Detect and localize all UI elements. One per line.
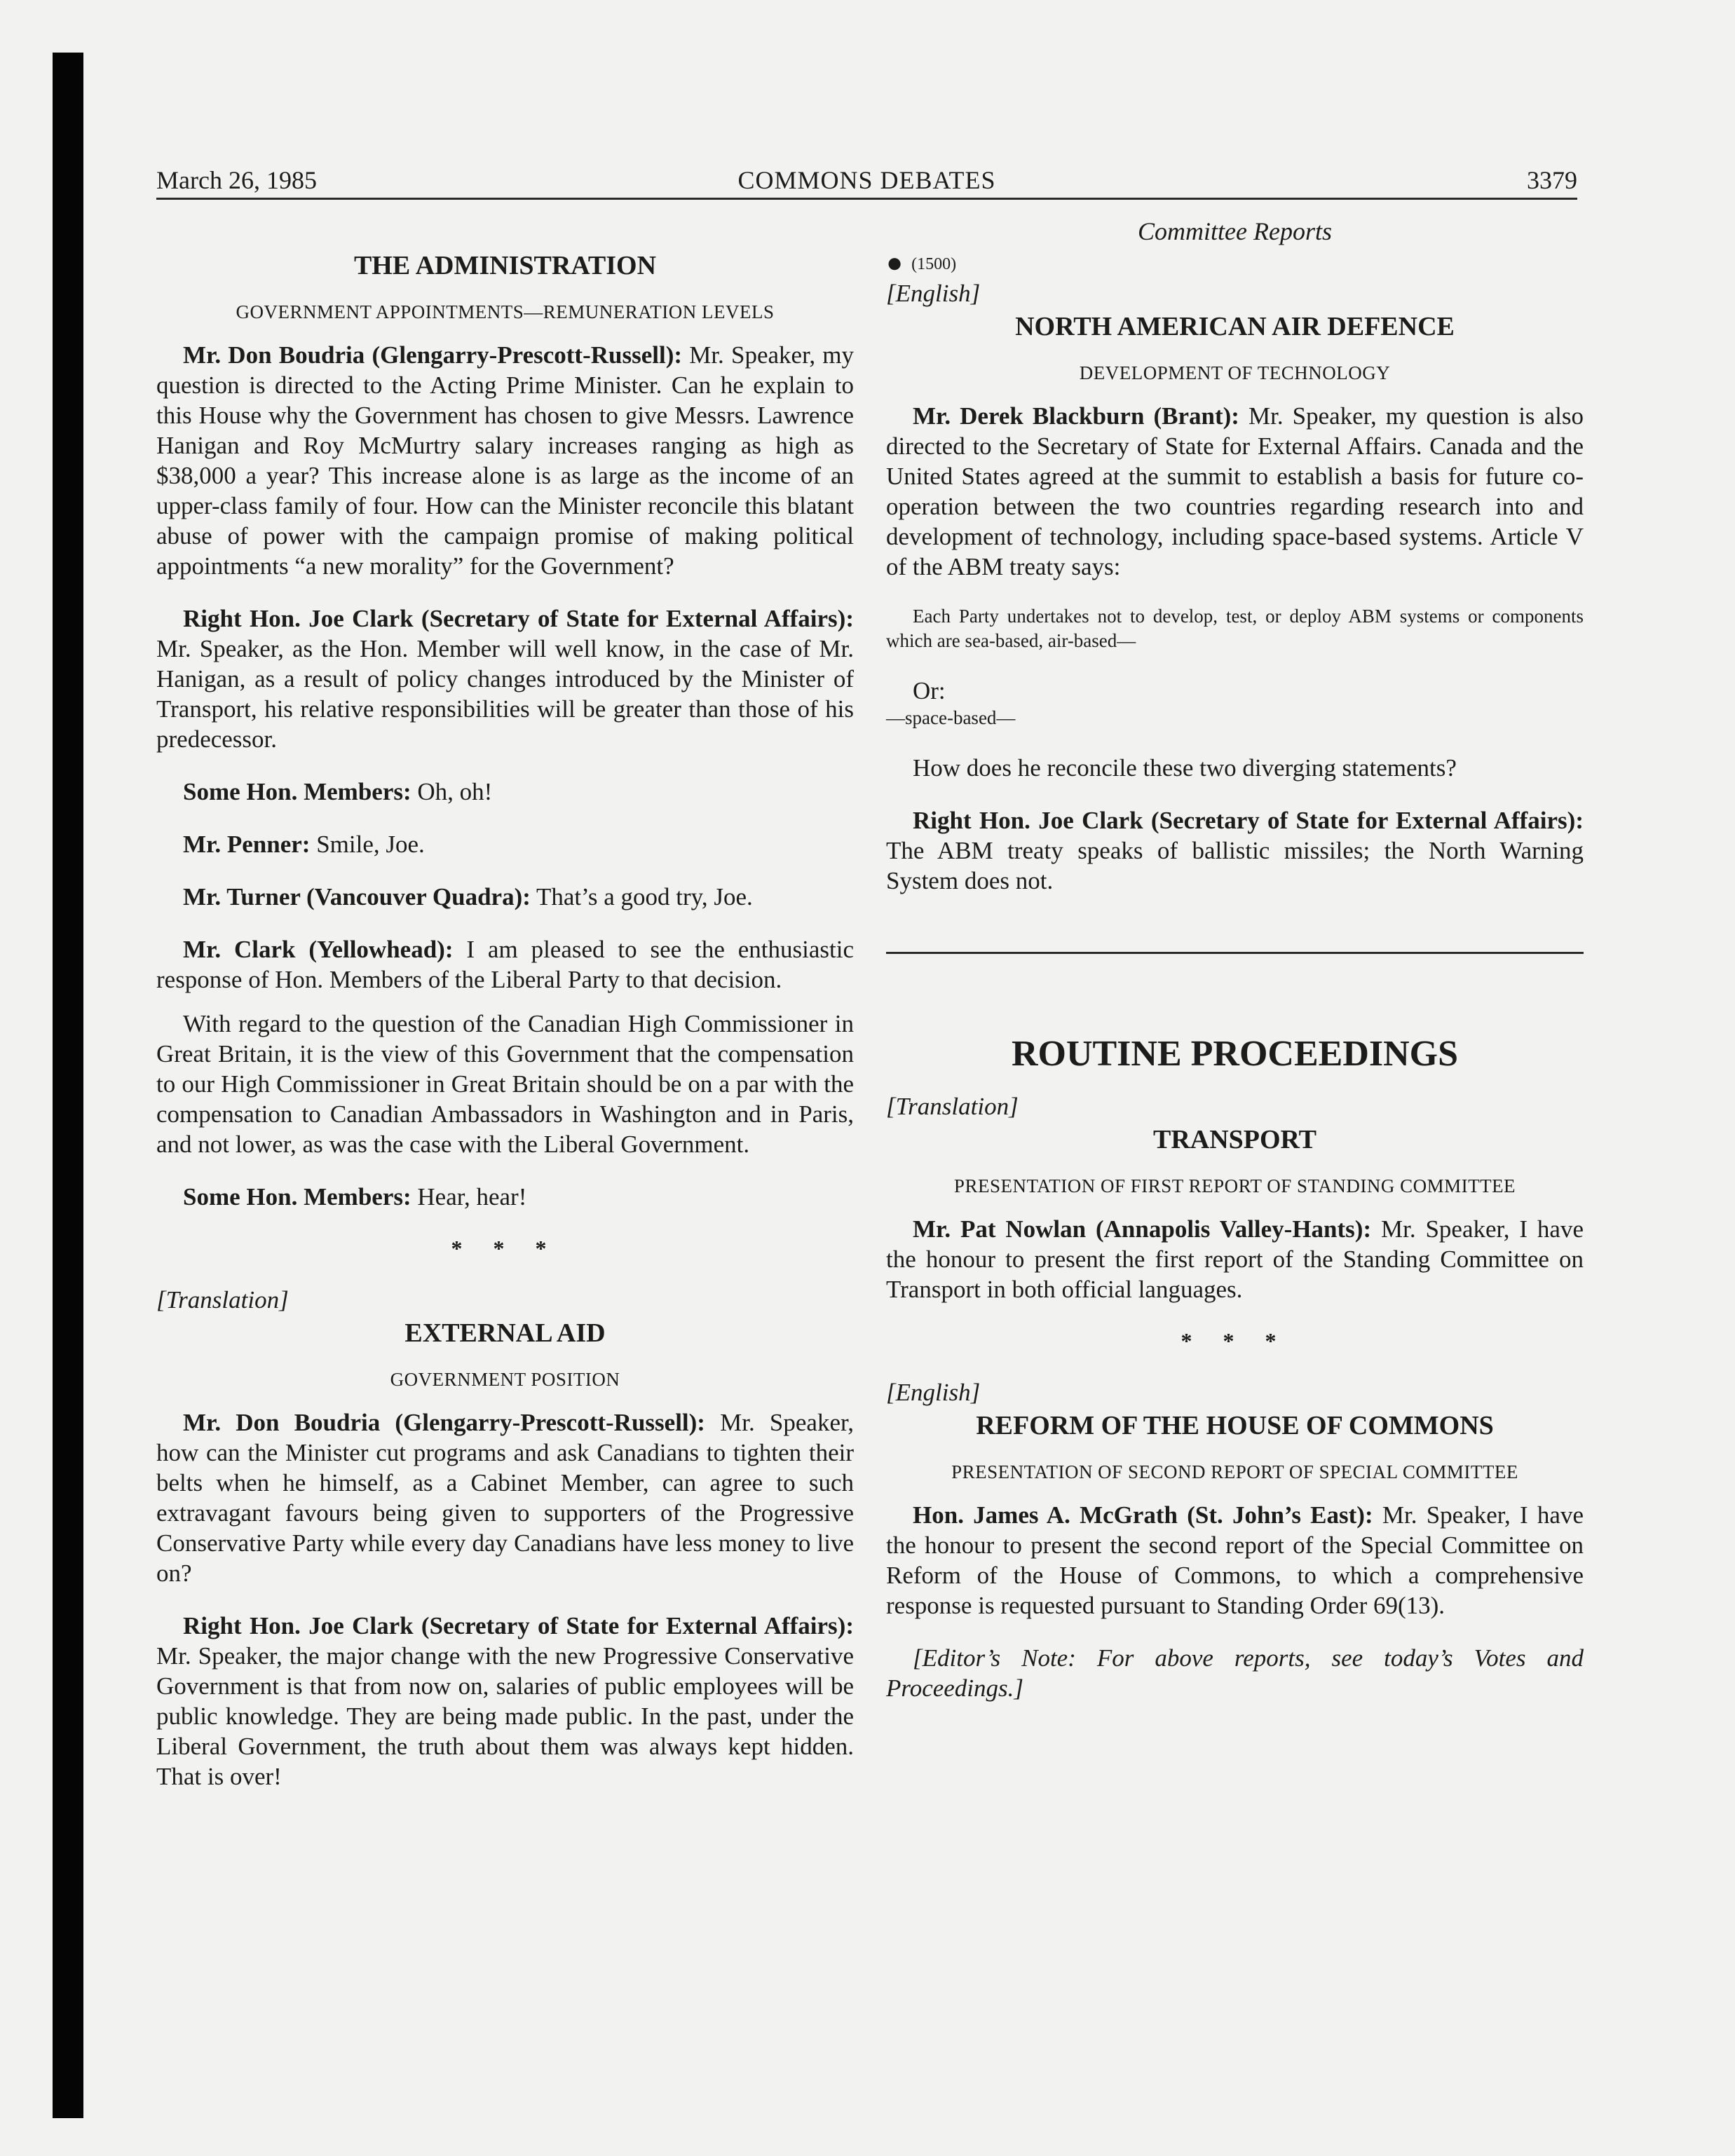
speaker-name: Mr. Turner (Vancouver Quadra): <box>183 883 531 910</box>
speaker-name: Right Hon. Joe Clark (Secretary of State for External Affairs): <box>183 605 854 632</box>
language-marker: [Translation] <box>156 1286 289 1314</box>
speech-paragraph <box>156 603 854 754</box>
speech-text: Mr. Speaker, my question is directed to the Acting Prime Minister. Can he explain to this House why the Government has chosen to give Messrs. Lawrence Hanigan and Roy McMurtry salary increases ranging as high as $38,000 a year? This increase alone is as large as the income of an upper-class family of four. How can the Minister reconcile this blatant abuse of power with the campaign promise of making political appointments “a new morality” for the Government? <box>156 341 854 580</box>
speech-text: Mr. Speaker, as the Hon. Member will well know, in the case of Mr. Hanigan, as a result of policy changes introduced by the Minister of Transport, his relative responsibilities will be greater than those of his predecessor. <box>156 635 854 753</box>
section-heading: REFORM OF THE HOUSE OF COMMONS <box>976 1411 1494 1440</box>
speech-text: Mr. Speaker, I have the honour to present the second report of the Special Committee on Reform of the House of Commons, to which a comprehensive response is requested pursuant to Standing Order 69(13). <box>886 1501 1584 1619</box>
speech-text: Hear, hear! <box>411 1183 527 1210</box>
speech-text: Mr. Speaker, the major change with the new Progressive Conservative Government is that from now on, salaries of public employees will be public knowledge. They are being made public. In the past, under the Liberal Government, the truth about them was always kept hidden. That is over! <box>156 1642 854 1790</box>
editors-note: [Editor’s Note: For above reports, see today’s Votes and Proceedings.] <box>886 1644 1584 1702</box>
block-quote: —space-based— <box>886 707 1016 728</box>
page-header <box>156 163 1577 198</box>
speech-text: Mr. Speaker, my question is also directed to the Secretary of State for External Affairs. Canada and the United States agreed at the summit to establish a basis for future co-operation between the two countries regarding research into and development of technology, including space-based systems. Article V of the ABM treaty says: <box>886 402 1584 580</box>
block-quote: Each Party undertakes not to develop, test, or deploy ABM systems or components which are sea-based, air-based— <box>886 606 1584 651</box>
main-heading: ROUTINE PROCEEDINGS <box>1011 1034 1459 1074</box>
speech-text: Mr. Speaker, I have the honour to present the first report of the Standing Committee on Transport in both official languages. <box>886 1215 1584 1303</box>
language-marker: [Translation] <box>886 1093 1019 1120</box>
speech-text: That’s a good try, Joe. <box>530 883 753 910</box>
speaker-name: Mr. Derek Blackburn (Brant): <box>913 402 1239 430</box>
speech-text: Oh, oh! <box>411 778 493 805</box>
section-heading: EXTERNAL AID <box>404 1318 606 1348</box>
section-subheading: GOVERNMENT POSITION <box>390 1369 620 1390</box>
right-column <box>886 214 1584 1703</box>
speaker-name: Right Hon. Joe Clark (Secretary of State for External Affairs): <box>913 807 1584 834</box>
speech-paragraph <box>156 1407 854 1588</box>
speech-text: I am pleased to see the enthusiastic response of Hon. Members of the Liberal Party to that decision. <box>156 936 854 993</box>
left-column <box>156 214 854 1792</box>
header-date: March 26, 1985 <box>156 166 317 194</box>
bullet-icon: ● <box>886 247 904 278</box>
speech-paragraph <box>886 805 1584 896</box>
speech-paragraph <box>156 777 854 807</box>
speech-paragraph <box>886 1214 1584 1304</box>
section-subheading: DEVELOPMENT OF TECHNOLOGY <box>1079 362 1391 383</box>
section-separator: * * * <box>1181 1328 1289 1353</box>
section-heading: NORTH AMERICAN AIR DEFENCE <box>1015 312 1455 341</box>
speaker-name: Mr. Penner: <box>183 831 311 858</box>
section-heading: THE ADMINISTRATION <box>353 251 657 280</box>
speech-paragraph <box>156 1182 854 1212</box>
speech-paragraph: How does he reconcile these two diverging statements? <box>913 754 1457 782</box>
speech-text: The ABM treaty speaks of ballistic missiles; the North Warning System does not. <box>886 837 1584 894</box>
speaker-name: Some Hon. Members: <box>183 778 411 805</box>
section-subheading: PRESENTATION OF SECOND REPORT OF SPECIAL COMMITTEE <box>951 1461 1518 1482</box>
speaker-name: Right Hon. Joe Clark (Secretary of State for External Affairs): <box>183 1612 854 1639</box>
language-marker: [English] <box>886 280 981 307</box>
language-marker: [English] <box>886 1379 981 1406</box>
timestamp <box>886 249 1584 278</box>
speech-paragraph <box>156 340 854 581</box>
speaker-name: Mr. Pat Nowlan (Annapolis Valley-Hants): <box>913 1215 1372 1243</box>
speech-paragraph <box>156 882 854 912</box>
speech-text: Smile, Joe. <box>310 831 425 858</box>
header-publication: COMMONS DEBATES <box>737 166 996 194</box>
timestamp-text: (1500) <box>911 255 957 273</box>
speech-text: Mr. Speaker, how can the Minister cut programs and ask Canadians to tighten their belts when he himself, as a Cabinet Member, can agree to such extravagant favours being given to supporters of the Progressive Conservative Party while every day Canadians have less money to live on? <box>156 1409 854 1587</box>
speaker-name: Mr. Don Boudria (Glengarry-Prescott-Russell): <box>183 341 683 369</box>
speech-paragraph <box>156 934 854 995</box>
speech-paragraph: With regard to the question of the Canadian High Commissioner in Great Britain, it is the view of this Government that the compensation to our High Commissioner in Great Britain should be on a par with the compensation to Canadian Ambassadors in Washington and in Paris, and not lower, as was the case with the Liberal Government. <box>156 1010 854 1158</box>
speaker-name: Mr. Don Boudria (Glengarry-Prescott-Russell): <box>183 1409 705 1436</box>
speaker-name: Some Hon. Members: <box>183 1183 411 1210</box>
speech-paragraph: Or: <box>913 677 946 704</box>
speaker-name: Hon. James A. McGrath (St. John’s East): <box>913 1501 1373 1529</box>
section-separator: * * * <box>451 1236 559 1261</box>
section-heading: TRANSPORT <box>1152 1125 1317 1154</box>
section-subheading: PRESENTATION OF FIRST REPORT OF STANDING COMMITTEE <box>953 1175 1516 1196</box>
running-head: Committee Reports <box>1138 217 1332 245</box>
scan-edge-band <box>53 53 83 2118</box>
header-page-number: 3379 <box>1527 166 1577 194</box>
speaker-name: Mr. Clark (Yellowhead): <box>183 936 454 963</box>
header-rule <box>156 198 1577 200</box>
speech-paragraph <box>886 401 1584 582</box>
speech-paragraph <box>156 829 854 859</box>
speech-paragraph <box>156 1611 854 1792</box>
speech-paragraph <box>886 1500 1584 1621</box>
section-subheading: GOVERNMENT APPOINTMENTS—REMUNERATION LEVELS <box>236 301 775 322</box>
